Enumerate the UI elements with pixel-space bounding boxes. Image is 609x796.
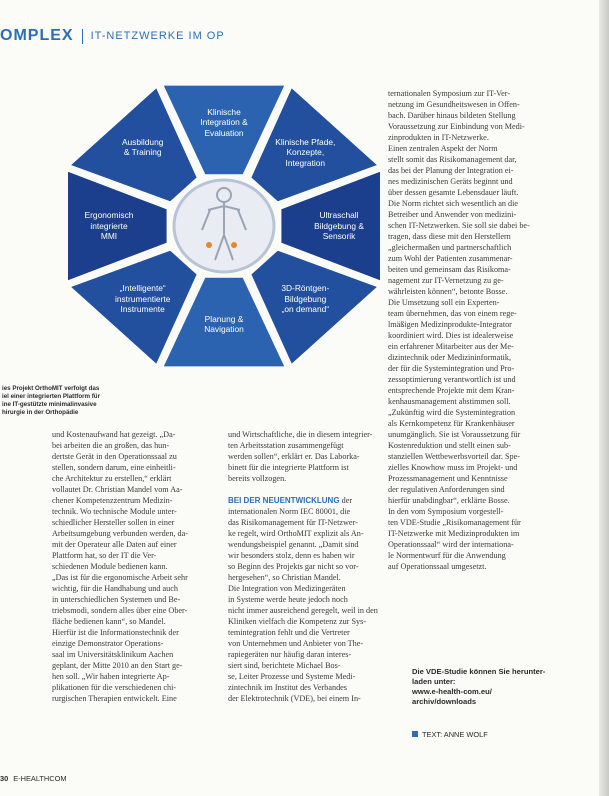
text-line: und Kostenaufwand hat gezeigt. „Da- xyxy=(52,430,176,439)
text-line: Die Umsetzung soll ein Experten- xyxy=(388,298,500,307)
text-line: technik. Wo technische Module unter- xyxy=(52,507,177,516)
text-line: che Architektur zu erstellen,“ erklärt xyxy=(52,474,172,483)
caption-line: hirurgie in der Orthopädie xyxy=(2,409,79,416)
text-line: Kostenreduktion und stellt einen sub- xyxy=(388,441,511,450)
text-line: temintegration fehlt und die Vertreter xyxy=(228,628,350,637)
section-title: IT-NETZWERKE IM OP xyxy=(90,30,225,42)
diagram-segment-label: Klinische Pfade, Konzepte, Integration xyxy=(275,136,336,168)
text-line: ternationalen Symposium zur IT-Ver- xyxy=(388,89,511,98)
text-line: In den vom Symposium vorgestell- xyxy=(388,507,504,516)
text-line: Plattform hat, so der IT die Ver- xyxy=(52,551,157,560)
text-line: so Beginn des Projekts gar nicht so vor- xyxy=(228,562,359,571)
text-line: das bei der Planung der Integration ei- xyxy=(388,166,514,175)
text-line: se, Leiter Prozesse und Systeme Medi- xyxy=(228,672,356,681)
text-column-left xyxy=(52,429,215,704)
text-line: dizintechnik oder Medizininformatik, xyxy=(388,353,512,362)
text-line: saal im Universitätsklinikum Aachen xyxy=(52,650,174,659)
text-line: „Das ist für die ergonomische Arbeit sehr xyxy=(52,573,188,582)
download-note xyxy=(412,667,594,707)
text-line: wir besonders stolz, denn es haben wir xyxy=(228,551,355,560)
text-line: team übernehmen, das von einem rege- xyxy=(388,309,517,318)
page-number: 30 xyxy=(0,774,9,783)
magazine-name: E-HEALTHCOM xyxy=(13,774,67,783)
diagram-segment-label: Ergonomisch integrierte MMI xyxy=(84,210,134,241)
text-line: lmäßigen Medizinprodukte-Integrator xyxy=(388,320,512,329)
text-line: werden sollen“, erklärt er. Das Laborka- xyxy=(228,452,360,461)
text-line: ein erfahrener Mitarbeiter aus der Me- xyxy=(388,342,514,351)
text-line: rapiegeräten nur häufig daran interes- xyxy=(228,650,352,659)
text-line: stellt somit das Risikomanagement dar, xyxy=(388,155,517,164)
text-line: unumgänglich. Sie ist Voraussetzung für xyxy=(388,430,521,439)
text-line: dertste Gerät in den Operationssaal zu xyxy=(52,452,177,461)
text-column-right xyxy=(388,88,596,572)
text-line: Die Norm richtet sich wesentlich an die xyxy=(388,199,519,208)
text-line: geplant, der Mitte 2010 an den Start ge- xyxy=(52,661,183,670)
author-credit xyxy=(412,730,488,739)
text-line: vollautet Dr. Christian Mandel vom Aa- xyxy=(52,485,183,494)
text-line: nicht immer ausreichend geregelt, weil in den xyxy=(228,606,378,615)
text-line: tragen, dass diese mit den Herstellern xyxy=(388,232,511,241)
text-line: zintechnik im Institut des Verbandes xyxy=(228,683,347,692)
text-line: siert sind, berichtete Michael Bos- xyxy=(228,661,341,670)
download-link[interactable]: archiv/downloads xyxy=(412,697,477,706)
text-line: BEI DER NEUENTWICKLUNG der xyxy=(228,496,353,505)
diagram-segment-label: Ausbildung & Training xyxy=(121,136,164,158)
text-line: IT-Netzwerke mit Medizinprodukten im xyxy=(388,529,520,538)
text-line: schiedlicher Hersteller sollen in einer xyxy=(52,518,175,527)
text-line: zum Wohl der Patienten zusammenar- xyxy=(388,254,513,263)
caption-line: iel einer integrierten Plattform für xyxy=(2,393,100,400)
page-header xyxy=(0,26,225,46)
text-line: ten VDE-Studie „Risikomanagement für xyxy=(388,518,521,527)
text-line: bach. Darüber hinaus bildeten Stellung xyxy=(388,111,516,120)
diagram-segment-label: Ultraschall Bildgebung & Sensorik xyxy=(314,210,364,241)
author-text: TEXT: ANNE WOLF xyxy=(422,730,488,739)
text-line: bereits vollzogen. xyxy=(228,474,287,483)
text-line: Einen zentralen Aspekt der Norm xyxy=(388,144,498,153)
square-bullet-icon xyxy=(412,731,418,737)
text-line: über dessen gesamte Lebensdauer läuft. xyxy=(388,188,519,197)
text-line: stanziellen Wettbewerbsvorteil dar. Spe- xyxy=(388,452,520,461)
text-line: binett für die integrierte Plattform ist xyxy=(228,463,349,472)
text-line: ke regelt, wird OrthoMIT explizit als An- xyxy=(228,529,364,538)
text-line: triebsmodi, sondern alles über eine Ober- xyxy=(52,606,188,615)
brand-label: OMPLEX xyxy=(0,27,74,44)
text-line: von Unternehmen und Anbieter von The- xyxy=(228,639,364,648)
text-line: plikationen für die verschiedenen chi- xyxy=(52,683,177,692)
text-line: hen soll. „Wir haben integrierte Ap- xyxy=(52,672,170,681)
text-line: zielles Knowhow muss im Projekt- und xyxy=(388,463,518,472)
download-text: laden unter: xyxy=(412,677,456,686)
text-line: und Wirtschaftliche, die in diesem integrier- xyxy=(228,430,373,439)
text-line: Voraussetzung zur Einbindung von Medi- xyxy=(388,122,525,131)
orthomit-platform-diagram xyxy=(52,75,397,378)
text-line: in unterschiedlichen Systemen und Be- xyxy=(52,595,181,604)
figure-caption xyxy=(2,385,167,417)
text-line: wichtig, für die Handhabung und auch xyxy=(52,584,178,593)
text-line: der regulativen Anforderungen sind xyxy=(388,485,505,494)
text-line: schiedenen Module bedienen kann. xyxy=(52,562,168,571)
text-line: le Normentwurf für die Anwendung xyxy=(388,551,506,560)
download-text: Die VDE-Studie können Sie herunter- xyxy=(412,667,546,676)
text-line: „Zukünftig wird die Systemintegration xyxy=(388,408,516,417)
text-line: als Kernkompetenz für Krankenhäuser xyxy=(388,419,515,428)
subheading: BEI DER NEUENTWICKLUNG xyxy=(228,496,340,505)
diagram-segment-label: „Intelligente“ instrumentierte Instrumente xyxy=(114,283,171,315)
text-column-middle xyxy=(228,429,386,704)
caption-line: ies Projekt OrthoMIT verfolgt das xyxy=(2,385,100,392)
text-line: in Systeme werde heute jedoch noch xyxy=(228,595,348,604)
text-line: zinprodukten in IT-Netzwerke. xyxy=(388,133,489,142)
caption-line: ine IT-gestützte minimalinvasive xyxy=(2,401,97,408)
page-footer xyxy=(0,774,66,783)
download-link[interactable]: www.e-health-com.eu/ xyxy=(412,687,492,696)
text-line: kenhausmanagement abstimmen soll. xyxy=(388,397,511,406)
text-line: einzige Demonstrator Operations- xyxy=(52,639,164,648)
text-line: chener Kompetenzzentrum Medizin- xyxy=(52,496,173,505)
text-line: Kliniken vielfach die Kompetenz zur Sys- xyxy=(228,617,367,626)
diagram-segment-label: Planung & Navigation xyxy=(204,313,244,334)
text-line: wendungsbeispiel genannt. „Damit sind xyxy=(228,540,359,549)
text-line: der Elektrotechnik (VDE), bei einem In- xyxy=(228,694,361,703)
text-line: hierfür unabdingbar“, erklärte Bosse. xyxy=(388,496,510,505)
text-line: Operationssaal“ wird der internationa- xyxy=(388,540,514,549)
text-line: schen IT-Netzwerken. Sie soll sie dabei be- xyxy=(388,221,530,230)
page-gutter xyxy=(599,0,609,796)
text-line: rurgischen Therapien entwickelt. Eine xyxy=(52,694,177,703)
text-line: nes medizinischen Geräts beginnt und xyxy=(388,177,513,186)
text-line: mit der Operateur alle Daten auf einer xyxy=(52,540,177,549)
text-line: koordiniert wird. Dies ist idealerweise xyxy=(388,331,514,340)
header-divider xyxy=(82,29,83,44)
text-line: bei arbeiten die an großen, das hun- xyxy=(52,441,170,450)
text-line: fläche bedienen kann“, so Mandel. xyxy=(52,617,166,626)
text-line: stellen, sondern darum, eine einheitli- xyxy=(52,463,176,472)
text-line: netzung im Gesundheitswesen in Offen- xyxy=(388,100,520,109)
text-line: Die Integration von Medizingeräten xyxy=(228,584,346,593)
text-line: Betreiber und Anwender von medizini- xyxy=(388,210,517,219)
diagram-segment-label: Klinische Integration & Evaluation xyxy=(200,106,248,138)
text-line: Hierfür ist die Informationstechnik der xyxy=(52,628,179,637)
text-line: der für die Systemintegration und Pro- xyxy=(388,364,515,373)
text-line: währleisten können“, betonte Bosse. xyxy=(388,287,508,296)
text-line: auf Operationssaal umgesetzt. xyxy=(388,562,487,571)
text-line: „gleichermaßen und partnerschaftlich xyxy=(388,243,512,252)
text-line: hergesehen“, so Christian Mandel. xyxy=(228,573,341,582)
diagram-segment-label: 3D-Röntgen- Bildgebung „on demand“ xyxy=(281,283,330,315)
text-line: zessoptimierung verantwortlich ist und xyxy=(388,375,516,384)
text-line: nagement zur IT-Vernetzung zu ge- xyxy=(388,276,504,285)
text-line: internationalen Norm IEC 80001, die xyxy=(228,507,351,516)
text-line: entsprechende Projekte mit dem Kran- xyxy=(388,386,515,395)
text-line: beiten und gemeinsam das Risikoma- xyxy=(388,265,511,274)
text-line: ten Arbeitsstation zusammengefügt xyxy=(228,441,344,450)
text-line xyxy=(228,484,386,495)
text-line: Prozessmanagement und Kenntnisse xyxy=(388,474,508,483)
text-line: Arbeitsumgebung verbunden werden, da- xyxy=(52,529,188,538)
text-line: das Risikomanagement für IT-Netzwer- xyxy=(228,518,358,527)
